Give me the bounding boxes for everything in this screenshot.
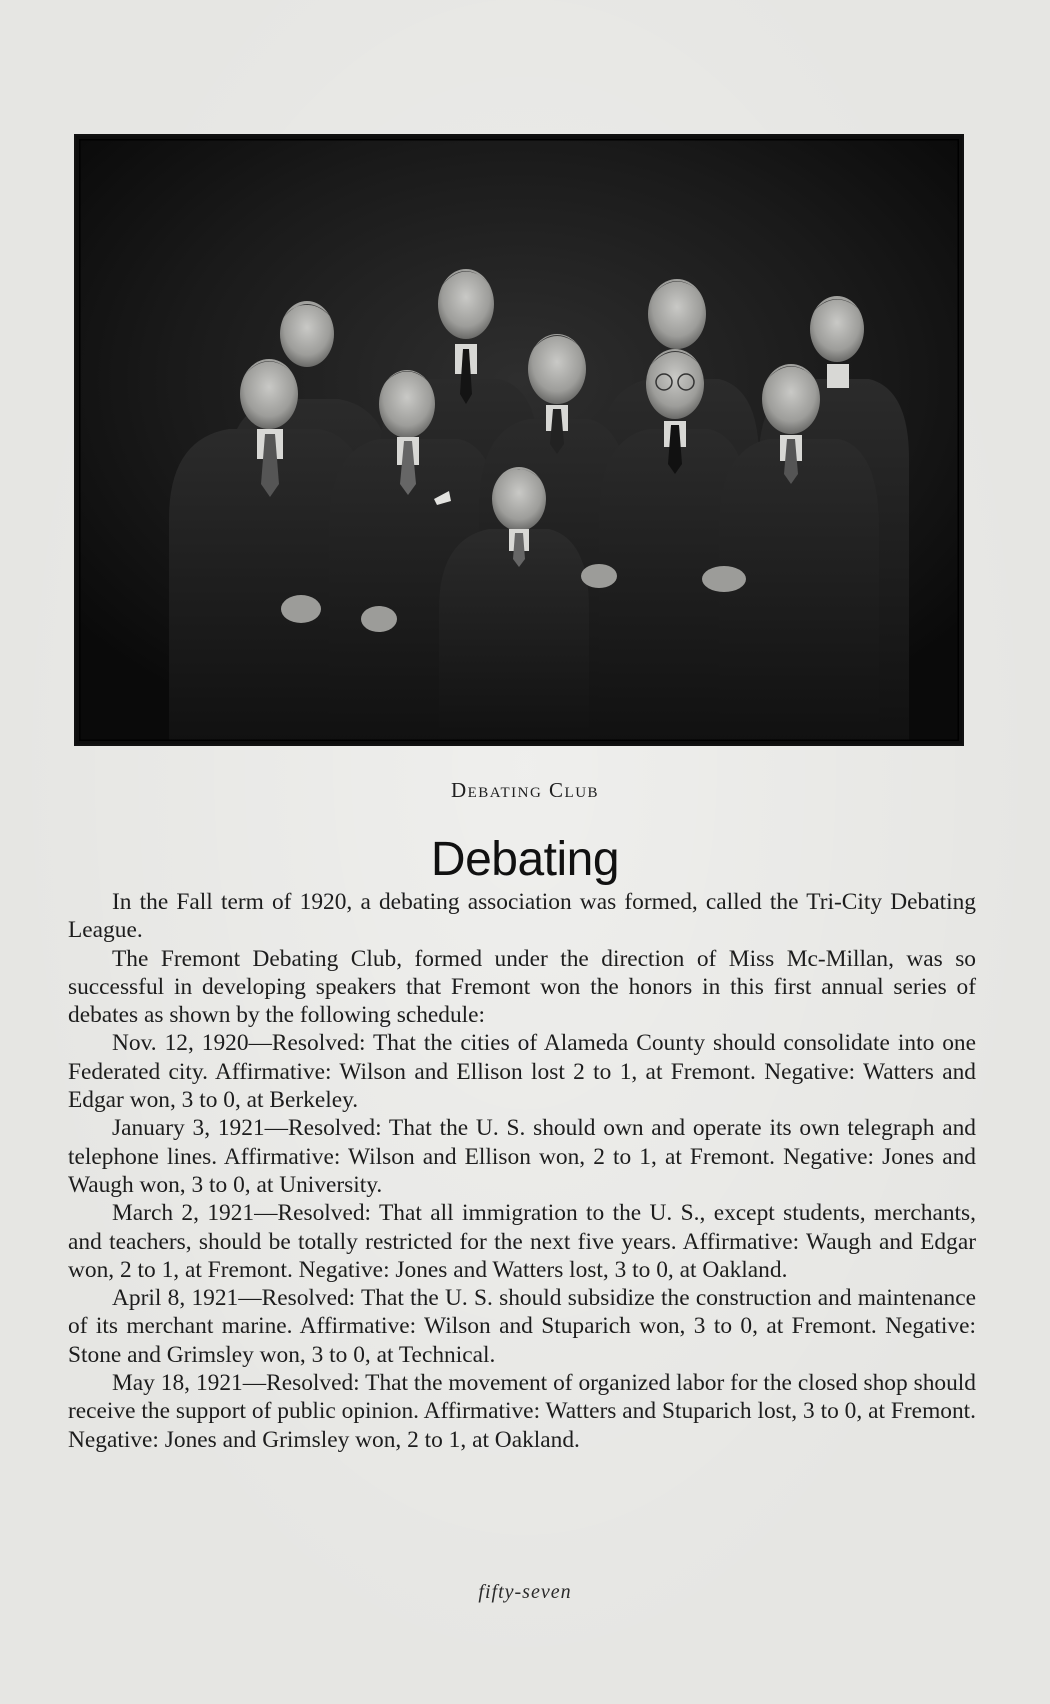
paragraph-debate-may: May 18, 1921—Resolved: That the movement of organized labor for the closed shop should receive the support of public opinion. Affirmative: Watters and Stuparich lost, 3 to 0, at Fremont. Negative: Jones and Grimsley won, 2 to 1, at Oakland.: [68, 1370, 976, 1453]
paragraph-debate-jan: January 3, 1921—Resolved: That the U. S. should own and operate its own telegraph and telephone lines. Affirmative: Wilson and Ellison won, 2 to 1, at Fremont. Negative: Jones and Waugh won, 3 to 0, at University.: [68, 1115, 976, 1198]
club-photo: [79, 139, 959, 741]
paragraph-club: The Fremont Debating Club, formed under the direction of Miss Mc-Millan, was so successful in developing speakers that Fremont won the honors in this first annual series of debates as shown by the following schedule:: [68, 945, 976, 1029]
club-photo-frame: [74, 134, 964, 746]
paragraph-debate-mar: March 2, 1921—Resolved: That all immigration to the U. S., except students, merchants, and teachers, should be totally restricted for the next five years. Affirmative: Waugh and Edgar won, 2 to 1, at Fremont. Negative: Jones and Watters lost, 3 to 0, at Oakland.: [68, 1200, 976, 1283]
paragraph-intro: In the Fall term of 1920, a debating association was formed, called the Tri-City Debating League.: [68, 889, 976, 944]
page-number: fifty-seven: [478, 1581, 572, 1603]
paragraph-debate-apr: April 8, 1921—Resolved: That the U. S. should subsidize the construction and maintenance of its merchant marine. Affirmative: Wilson and Stuparich won, 3 to 0, at Fremont. Negative: Stone and Grimsley won, 3 to 0, at Technical.: [68, 1285, 976, 1368]
article-body: [68, 888, 976, 1454]
page-title: Debating: [430, 833, 620, 886]
photo-caption: Debating Club: [450, 778, 600, 802]
paragraph-debate-nov: Nov. 12, 1920—Resolved: That the cities of Alameda County should consolidate into one Federated city. Affirmative: Wilson and Ellison lost 2 to 1, at Fremont. Negative: Watters and Edgar won, 3 to 0, at Berkeley.: [68, 1030, 976, 1114]
group-portrait-image: [79, 139, 959, 741]
